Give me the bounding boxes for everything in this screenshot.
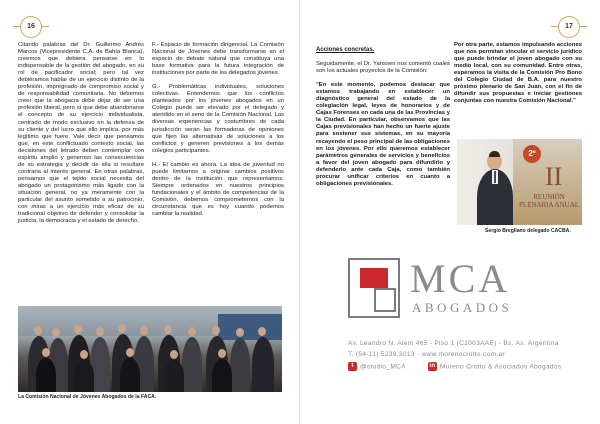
right-col2-paragraph: Por otra parte, estamos impulsando acciones que nos permitan vincular el servicio jurídico que puede brindar el joven abogado con su medio local, con su comunidad. Entre otras, esperamos la visita de la Comisión Pro Bono del Colegio Ciudad de B.A. para nuestro próximo plenario de San Juan, con el fin de difundir sus propuestas e iniciar gestiones conjuntas con nuestra Comisión Nacional."	[454, 42, 582, 105]
left-col1-paragraph: Citando palabras del Dr. Guillermo Andrés Marcos (Vicepresidente C.A. de Bahía Blanca), creemos que debiera pensarse en lo indispensable de la gestión del abogado, en su rol de pacificador social; pero tal vez debiéramos hablar de un ejercicio distinto de la profesión, impregnado de compromiso social y de responsabilidad comunitaria. No debemos creer que la abogacía debe dejar de ser una profesión liberal, pero sí que debe abandonarse el concepto de su ejercicio individualista, centrado de modo exclusivo en la defensa de su cliente y del lucro que ello implica, por más legítimo que fuere. Vale decir que pensamos que, en este conflictuado contexto social, las decisiones del letrado deben contemplar con espíritu amplio y generoso las consecuencias de su estrategia y decidir de ella si resultare contraria al interés general. En otras palabras, pensamos que el tejido social necesita del abogado un protagonismo más ligado con la situación general, no ya meramente con la particular del asunto sometido a su patrocinio, con miras a un ejercicio más eficaz de su tradicional objetivo de defender y consolidar la justicia, la democracia y el estado de derecho.	[18, 42, 144, 225]
mca-social-row	[348, 362, 561, 371]
left-col2-paragraph-f: F.- Espacio de formación dirigencial. La Comisión Nacional de Jóvenes debe transformarse en el espacio de debate natural que constituya una base formativa para la futura integración de instituciones por parte de los delegados jóvenes.	[152, 42, 284, 77]
mca-advertisement	[348, 258, 588, 388]
right-column-1	[316, 47, 450, 188]
mca-logo-mark	[348, 258, 400, 318]
mca-address: Av. Leandro N. Alem 465 - Piso 1 (C1003AAE) - Bs. As. Argentina	[348, 340, 559, 347]
section-heading: Acciones concretas.	[316, 47, 375, 53]
left-col2-paragraph-g: G.- Problemáticas individuales, soluciones colectivas. Entendemos que los conflictos planteados por los jóvenes abogados en un Colegio puede ser elevado por el delegado y atendido en el seno de la Comisión Nacional. Las diversas experiencias y costumbres de cada jurisdicción serán las formadoras de opiniones que fijen las alternativas de soluciones a los conflictos y generen previsiones a los demás colegios participantes.	[152, 84, 284, 154]
mca-twitter-handle[interactable]: @studio_MCA	[360, 363, 406, 371]
left-col2-paragraph-h: H.- El cambio es ahora. La idea de juventud no puede limitarnos a originar cambios positivos dentro de la institución que representamos. Siempre ordenados en nuestros principios fundacionales y el ámbito de competencias de la Comisión, debemos comprometernos con la circunstancia que es hoy cuando podemos cambiar la realidad.	[152, 161, 284, 218]
right-col1-quote: "En este momento, podemos destacar que estamos trabajando en establecer un diagnóstico general del estado de la colegiación legal, leyes de honorarios y de Cajas Forenses en cada una de las Provincias y la Ciudad. En particular, observamos que las Cajas previsionales han hecho un fuerte ajuste para sostener sus sistemas, en su mayoría recayendo el peso principal de las obligaciones en los jóvenes. Por ello queremos establecer parámetros generales de servicios y beneficios a favor del joven abogado para difundirlo y defenderlo ante cada Caja, como también procurar unificar criterios en cuanto a obligaciones previsionales.	[316, 82, 450, 187]
banner-line-2: PLENARIA ANUAL	[518, 201, 580, 209]
right-column-2	[454, 42, 582, 105]
linkedin-icon: in	[429, 363, 436, 369]
left-column-2	[152, 42, 284, 218]
event-badge: 2º	[523, 145, 541, 163]
group-photo	[18, 306, 282, 392]
mca-logo-text: MCA	[410, 256, 511, 301]
mca-linkedin-name[interactable]: Moreno Crotto & Asociados Abogados	[439, 363, 562, 371]
portrait-caption: Sergio Bregliano delegado CACBA.	[485, 228, 571, 234]
page-number-left: 16	[20, 16, 42, 38]
twitter-icon: t	[348, 362, 357, 371]
mca-phone-web: T. (54-11) 5239.3013 · www.morenocrotto.com.ar	[348, 351, 505, 358]
portrait-photo: 2º II REUNIÓN PLENARIA ANUAL	[457, 139, 582, 225]
banner-line-1: REUNIÓN	[533, 193, 565, 201]
left-column-1	[18, 42, 144, 225]
mca-subtitle: ABOGADOS	[412, 300, 513, 315]
page-number-right: 17	[558, 16, 580, 38]
group-photo-caption: La Comisión Nacional de Jóvenes Abogados de la FACA.	[18, 394, 157, 400]
right-col1-intro: Seguidamente, el Dr. Yanssen nos comentó cuales son los actuales proyectos de la Comisión:	[316, 61, 450, 75]
